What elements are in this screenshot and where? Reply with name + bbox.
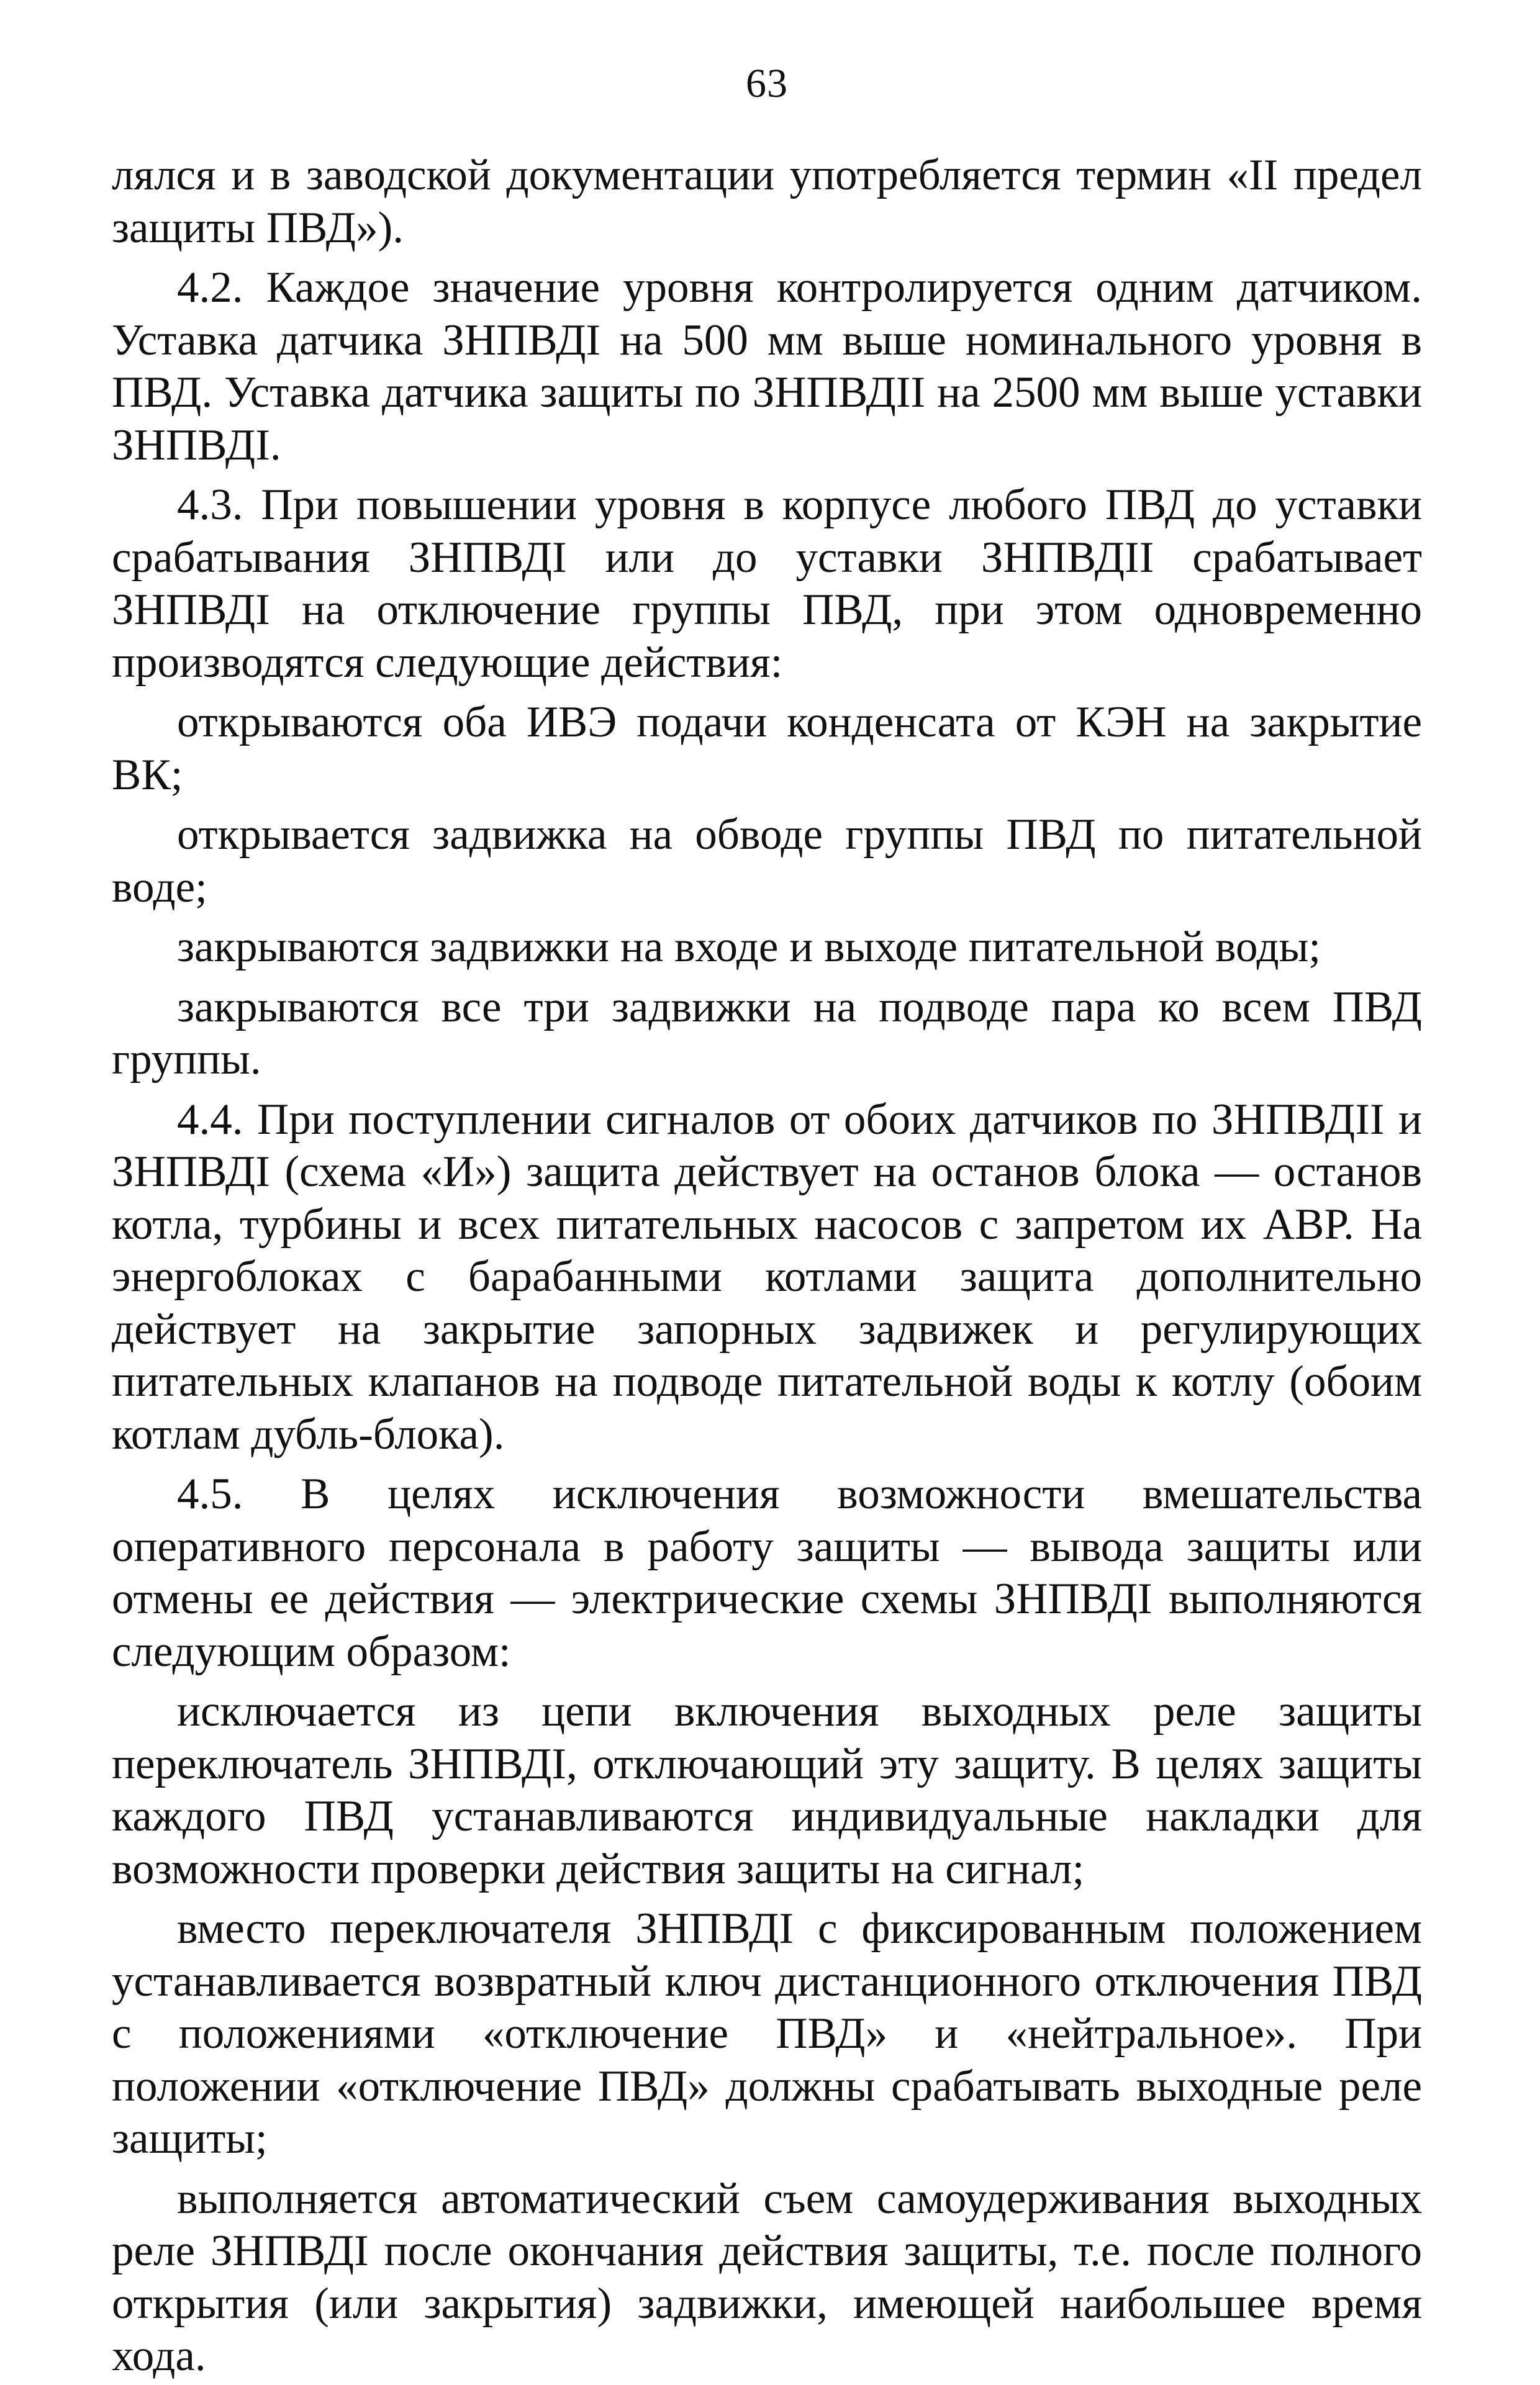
action-item-close-water-valves: закрываются задвижки на входе и выходе питательной воды;: [177, 923, 1321, 971]
paragraph-4-5: 4.5. В целях исключения возможности вмешательства оперативного персонала в работу защиты — вывода защиты или отмены ее действия — электрические схемы ЗНПВДI выполняются следующим образом:: [112, 1470, 1422, 1676]
paragraph-continuation: лялся и в заводской документации употребляется термин «II предел защиты ПВД»).: [112, 151, 1422, 252]
measure-item-switch: исключается из цепи включения выходных реле защиты переключатель ЗНПВДI, отключающий эту защиту. В целях защиты каждого ПВД устанавливаются индивидуальные накладки для возможности проверки действия защиты на сигнал;: [112, 1687, 1422, 1893]
document-page: [112, 56, 1422, 2385]
paragraph-4-4: 4.4. При поступлении сигналов от обоих датчиков по ЗНПВДII и ЗНПВДI (схема «И») защита действует на останов блока — останов котла, турбины и всех питательных насосов с запретом их АВР. На энергоблоках с барабанными котлами защита дополнительно действует на закрытие запорных задвижек и регулирующих питательных клапанов на подводе питательной воды к котлу (обоим котлам дубль-блока).: [112, 1095, 1422, 1459]
measure-item-return-key: вместо переключателя ЗНПВДI с фиксированным положением устанавливается возвратный ключ дистанционного отключения ПВД с положениями «отключение ПВД» и «нейтральное». При положении «отключение ПВД» должны срабатывать выходные реле защиты;: [112, 1904, 1422, 2163]
paragraph-4-2: 4.2. Каждое значение уровня контролируется одним датчиком. Уставка датчика ЗНПВДI на 500 мм выше номинального уровня в ПВД. Уставка датчика защиты по ЗНПВДII на 2500 мм выше уставки ЗНПВДI.: [112, 263, 1422, 469]
page-number: 63: [746, 61, 788, 106]
paragraph-4-3: 4.3. При повышении уровня в корпусе любого ПВД до уставки срабатывания ЗНПВДI или до уставки ЗНПВДII срабатывает ЗНПВДI на отключение группы ПВД, при этом одновременно производятся следующие действия:: [112, 481, 1422, 687]
action-item-open-bypass: открывается задвижка на обводе группы ПВД по питательной воде;: [112, 810, 1422, 912]
action-item-open-ive: открываются оба ИВЭ подачи конденсата от КЭН на закрытие ВК;: [112, 698, 1422, 799]
action-item-close-steam-valves: закрываются все три задвижки на подводе пара ко всем ПВД группы.: [112, 982, 1422, 1084]
measure-item-auto-reset: выполняется автоматический съем самоудерживания выходных реле ЗНПВДI после окончания действия защиты, т.е. после полного открытия (или закрытия) задвижки, имеющей наибольшее время хода.: [112, 2174, 1422, 2380]
